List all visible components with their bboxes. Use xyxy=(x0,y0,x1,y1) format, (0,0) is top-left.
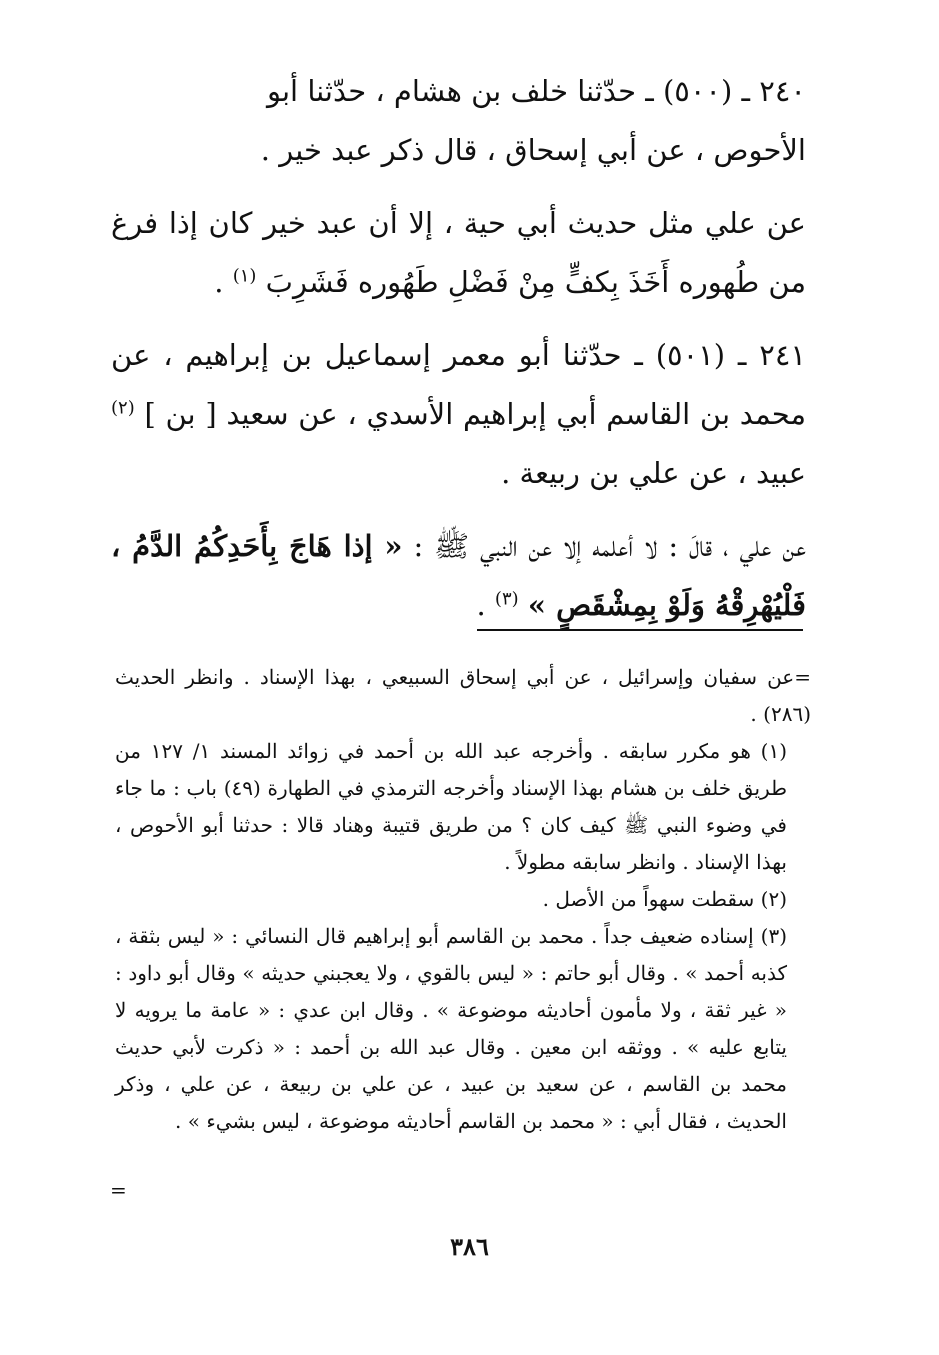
hadith-241-matn-quote: « إذا هَاجَ بِأَحَدِكُمُ الدَّمُ ، فَلْيُهْرِقْهُ وَلَوْ بِمِشْقَصٍ » xyxy=(111,529,806,622)
footnote-ref-3: (٣) xyxy=(494,588,519,610)
footnote-continuation: =عن سفيان وإسرائيل ، عن أبي إسحاق السبيعي ، بهذا الإسناد . وانظر الحديث (٢٨٦) . xyxy=(115,665,811,726)
footnote-2: (٢) سقطت سهواً من الأصل . xyxy=(542,887,787,911)
hadith-240-line-1: ٢٤٠ ـ (٥٠٠) ـ حدّثنا خلف بن هشام ، حدّثنا أبو xyxy=(266,74,806,108)
hadith-241-matn-intro: عن علي ، قالَ : لا أعلمه إلا عن النبي ﷺ : xyxy=(402,529,807,563)
main-text xyxy=(111,62,806,635)
hadith-241-isnad xyxy=(111,326,806,503)
hadith-240-end: . xyxy=(214,265,233,299)
continues-mark: = xyxy=(110,1178,127,1202)
hadith-240-matn xyxy=(111,194,806,312)
hadith-240-line-2: الأحوص ، عن أبي إسحاق ، قال ذكر عبد خير . xyxy=(260,133,806,167)
footnote-3: (٣) إسناده ضعيف جداً . محمد بن القاسم أبو إبراهيم قال النسائي : « ليس بثقة ، كذبه أحمد » . وقال أبو حاتم : « ليس بالقوي ، ولا يعجبني حديثه » وقال أبو داود : « غير ثقة ، ولا مأمون أحاديثه موضوعة » . وقال ابن عدي : « عامة ما يرويه لا يتابع عليه » . ووثقه ابن معين . وقال عبد الله بن أحمد : « ذكرت لأبي حديث محمد بن القاسم ، عن سعيد بن عبيد ، عن علي بن ربيعة ، عن علي ، وذكر الحديث ، فقال أبي : « محمد بن القاسم أحاديثه موضوعة ، ليس بشيء » . xyxy=(115,924,787,1133)
footnote-separator xyxy=(477,629,803,631)
footnotes xyxy=(115,659,811,1140)
hadith-241-isnad-text-b: عبيد ، عن علي بن ربيعة . xyxy=(501,456,806,490)
hadith-240-matn-text: عن علي مثل حديث أبي حية ، إلا أن عبد خير كان إذا فرغ من طُهوره أَخَذَ بِكفٍّ مِنْ فَضْلِ طَهُوره فَشَرِبَ xyxy=(111,206,806,299)
hadith-241-matn xyxy=(111,517,806,635)
hadith-241-end: . xyxy=(476,588,495,622)
footnote-1: (١) هو مكرر سابقه . وأخرجه عبد الله بن أحمد في زوائد المسند ١/ ١٢٧ من طريق خلف بن هشام بهذا الإسناد وأخرجه الترمذي في الطهارة (٤٩) باب : ما جاء في وضوء النبي ﷺ كيف كان ؟ من طريق قتيبة وهناد قالا : حدثنا أبو الأحوص ، بهذا الإسناد . وانظر سابقه مطولاً . xyxy=(115,739,787,874)
footnote-ref-2: (٢) xyxy=(111,397,135,419)
footnote-ref-1: (١) xyxy=(232,265,257,287)
page-number: ٣٨٦ xyxy=(450,1232,489,1261)
hadith-240-isnad xyxy=(111,62,806,180)
hadith-241-isnad-text-a: ٢٤١ ـ (٥٠١) ـ حدّثنا أبو معمر إسماعيل بن إبراهيم ، عن محمد بن القاسم أبي إبراهيم الأسدي ، عن سعيد [ بن ] xyxy=(111,338,807,431)
